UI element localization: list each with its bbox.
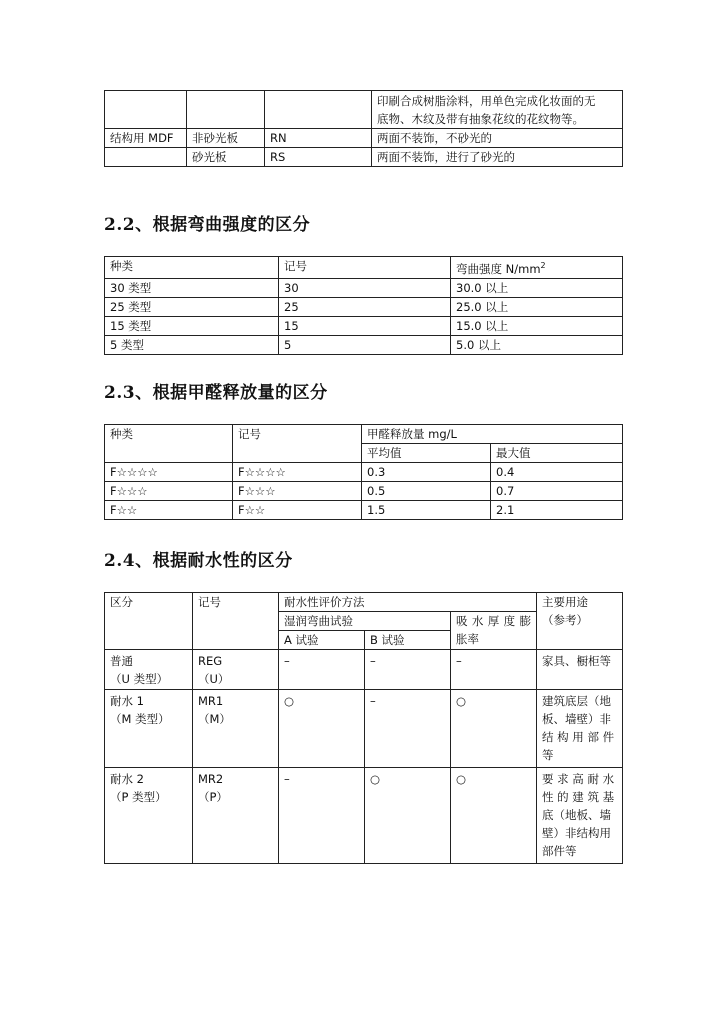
table-row: 30 类型 30 30.0 以上 bbox=[105, 278, 623, 297]
table-row bbox=[105, 148, 623, 167]
header-use: 主要用途 （参考） bbox=[537, 593, 623, 650]
table-row: 15 类型 15 15.0 以上 bbox=[105, 316, 623, 335]
header-code: 记号 bbox=[279, 257, 451, 279]
table-row: F☆☆☆ F☆☆☆ 0.5 0.7 bbox=[105, 482, 623, 501]
water-resistance-table bbox=[104, 592, 623, 864]
header-a: A 试验 bbox=[279, 631, 365, 650]
bending-strength-table bbox=[104, 256, 623, 355]
table-row: 耐水 1 （M 类型） MR1 （M） ○ – ○ 建筑底层（地 板、墙壁）非 结 构 用 部 件 等 bbox=[105, 690, 623, 768]
table-header-row bbox=[105, 425, 623, 444]
desc-cell: 两面不装饰，进行了砂光的 bbox=[372, 148, 623, 167]
table-row: 25 类型 25 25.0 以上 bbox=[105, 297, 623, 316]
sub-cell: 非砂光板 bbox=[187, 129, 265, 148]
desc-cell: 两面不装饰，不砂光的 bbox=[372, 129, 623, 148]
header-swell: 吸 水 厚 度 膨 胀率 bbox=[451, 612, 537, 650]
table-row: 5 类型 5 5.0 以上 bbox=[105, 335, 623, 354]
header-code: 记号 bbox=[233, 425, 362, 463]
table-row: F☆☆ F☆☆ 1.5 2.1 bbox=[105, 501, 623, 520]
header-b: B 试验 bbox=[365, 631, 451, 650]
code-cell: RS bbox=[265, 148, 372, 167]
header-kind: 种类 bbox=[105, 425, 233, 463]
formaldehyde-table bbox=[104, 424, 623, 520]
table-row: 普通 （U 类型） REG （U） – – – 家具、橱柜等 bbox=[105, 650, 623, 690]
header-strength: 弯曲强度 $N/mm^2$ bbox=[451, 257, 623, 279]
mdf-type-table bbox=[104, 90, 623, 167]
table-row: 耐水 2 （P 类型） MR2 （P） – ○ ○ 要 求 高 耐 水 性 的 建 筑 基 底（地板、墙 壁）非结构用 部件等 bbox=[105, 768, 623, 864]
header-method: 耐水性评价方法 bbox=[279, 593, 537, 612]
table-header-row bbox=[105, 593, 623, 612]
header-code: 记号 bbox=[193, 593, 279, 650]
header-cat: 区分 bbox=[105, 593, 193, 650]
desc-cell: 印刷合成树脂涂料，用单色完成化妆面的无 底物、木纹及带有抽象花纹的花纹物等。 bbox=[372, 91, 623, 129]
header-bend: 湿润弯曲试验 bbox=[279, 612, 451, 631]
type-cell: 结构用 MDF bbox=[105, 129, 187, 148]
section-heading-2-2: 2.2、根据弯曲强度的区分 bbox=[104, 215, 311, 235]
sub-cell: 砂光板 bbox=[187, 148, 265, 167]
header-kind: 种类 bbox=[105, 257, 279, 279]
header-max: 最大值 bbox=[491, 444, 623, 463]
table-row: F☆☆☆☆ F☆☆☆☆ 0.3 0.4 bbox=[105, 463, 623, 482]
section-heading-2-3: 2.3、根据甲醛释放量的区分 bbox=[104, 383, 328, 403]
table-row bbox=[105, 91, 623, 129]
table-header-row bbox=[105, 257, 623, 279]
unit-superscript: 2 bbox=[540, 261, 546, 270]
header-release: 甲醛释放量 mg/L bbox=[362, 425, 623, 444]
section-heading-2-4: 2.4、根据耐水性的区分 bbox=[104, 551, 293, 571]
header-avg: 平均值 bbox=[362, 444, 491, 463]
table-row bbox=[105, 129, 623, 148]
code-cell: RN bbox=[265, 129, 372, 148]
